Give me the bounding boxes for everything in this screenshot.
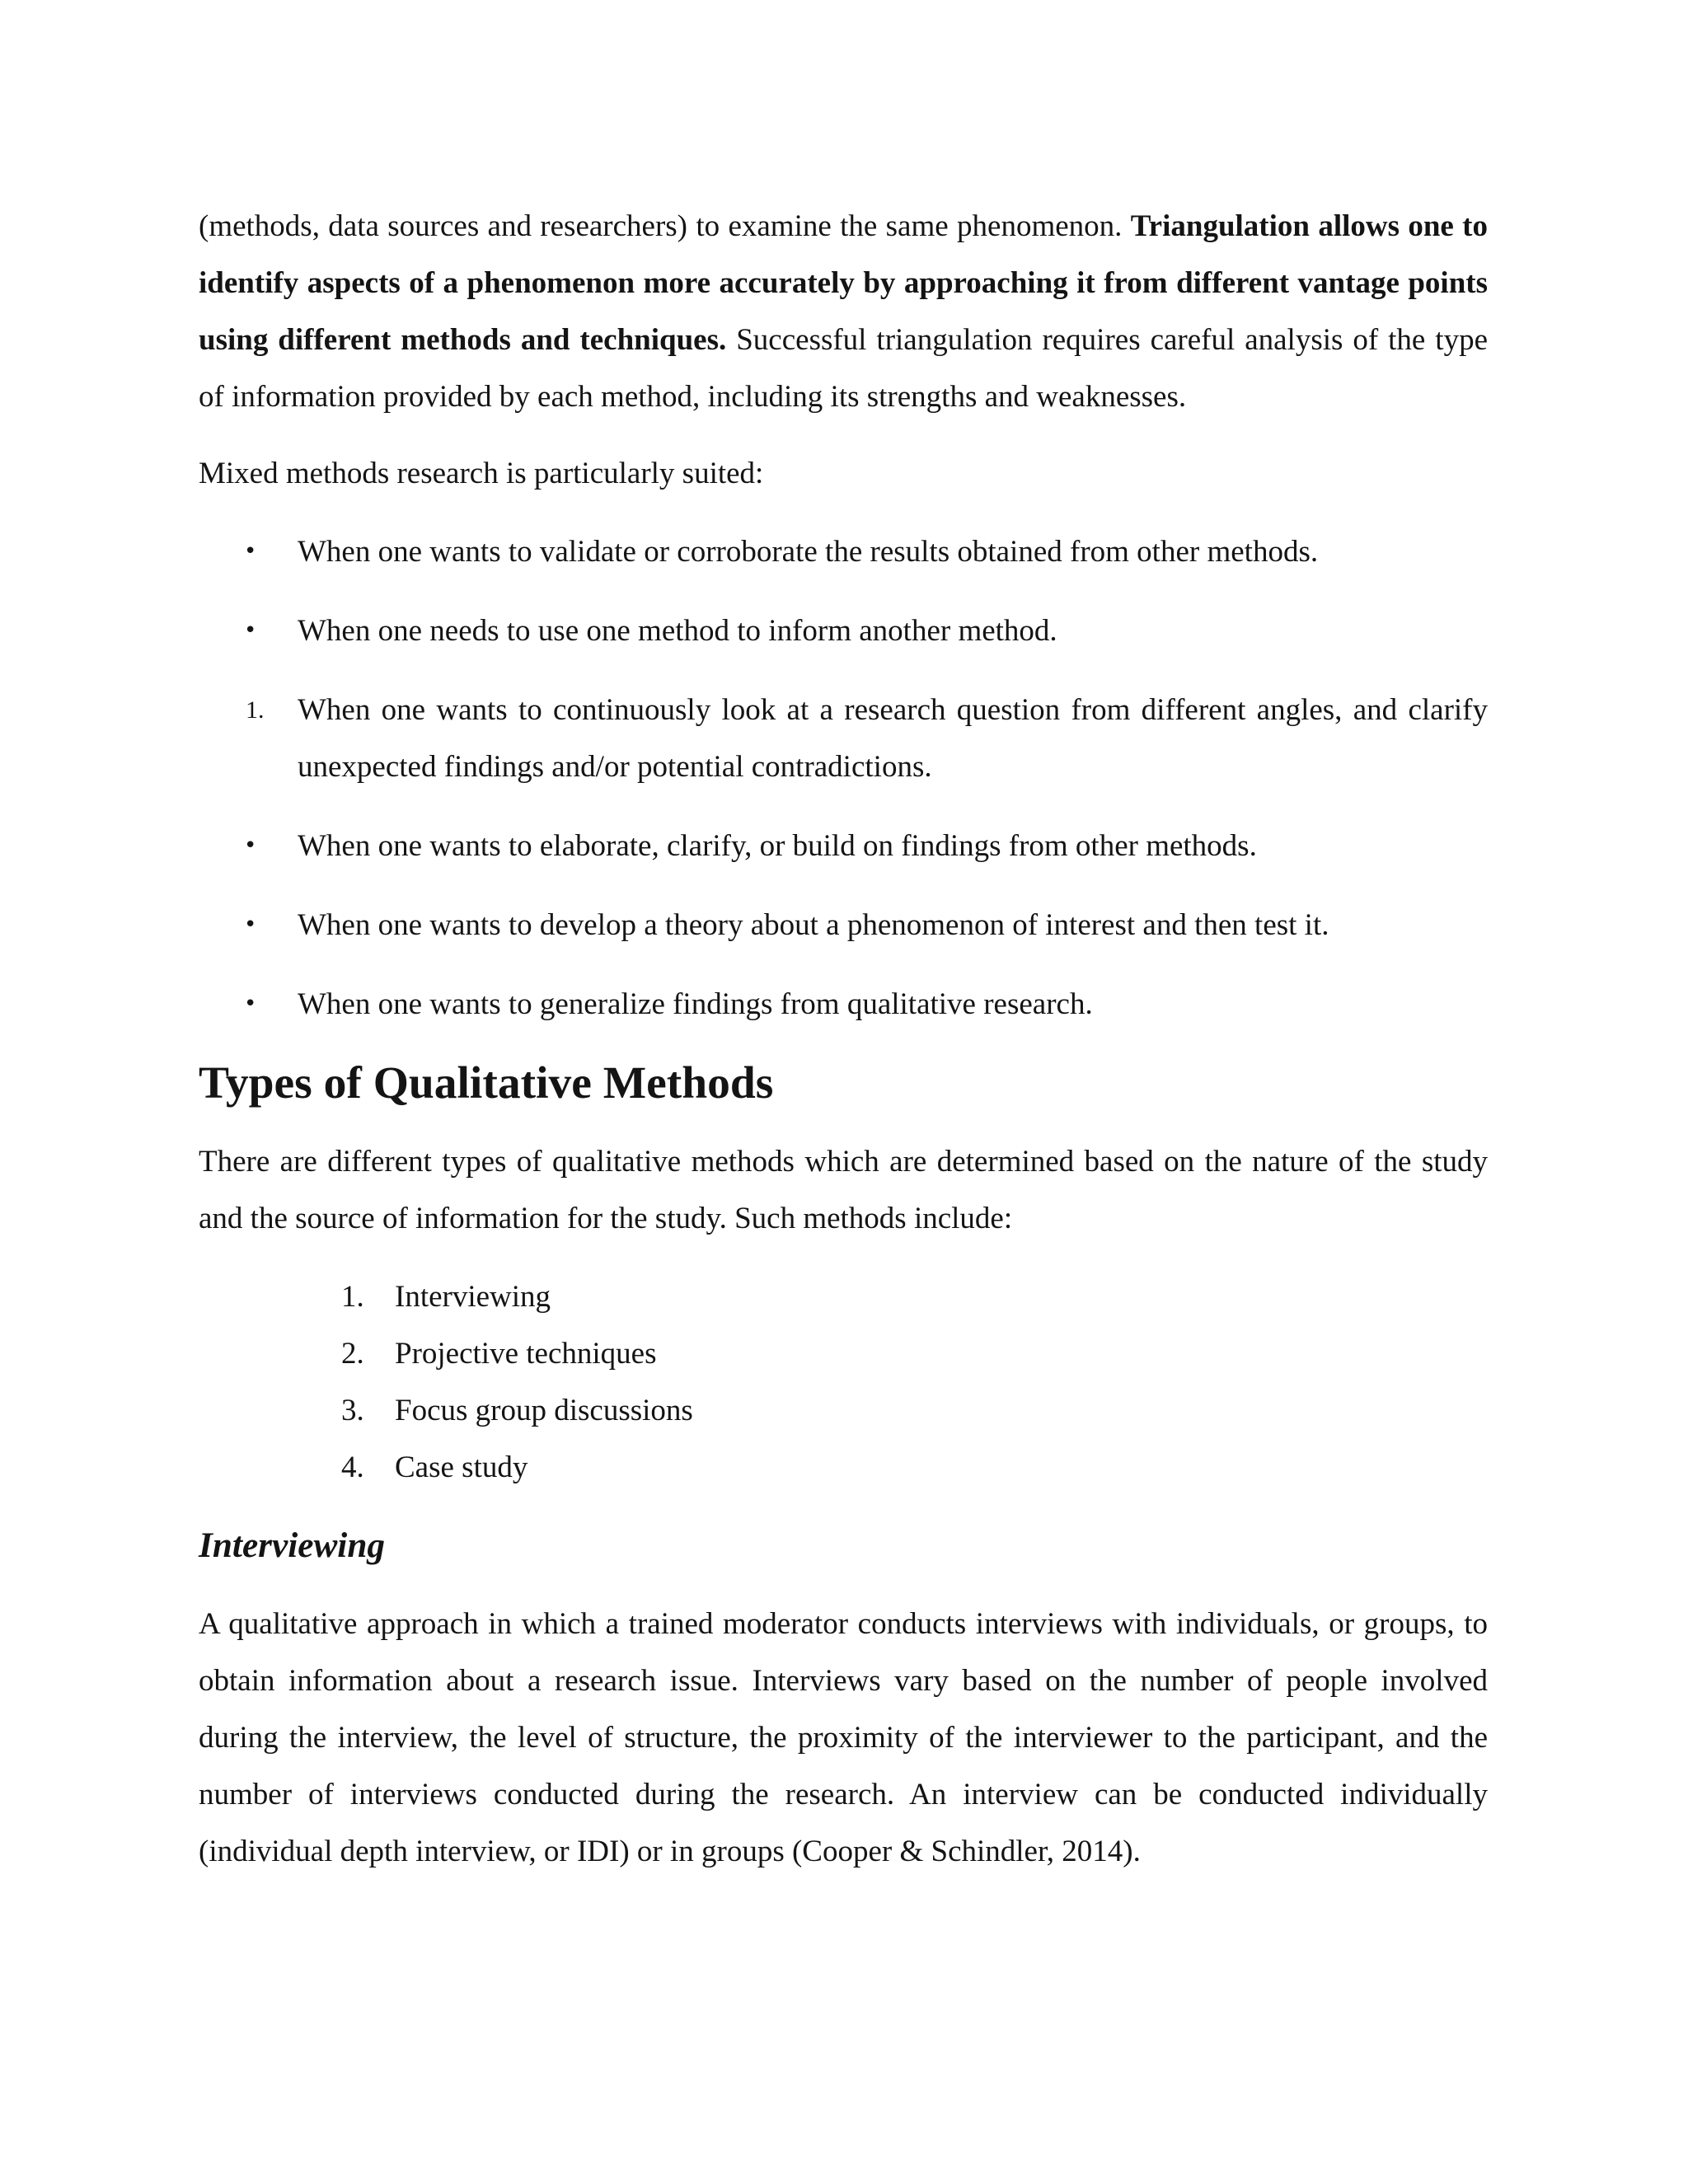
list-item-text: Projective techniques xyxy=(395,1337,657,1371)
number-marker: 4. xyxy=(341,1451,364,1484)
list-item-text: When one wants to develop a theory about a phenomenon of interest and then test it. xyxy=(298,908,1329,942)
number-marker: 2. xyxy=(341,1337,364,1371)
list-item xyxy=(199,818,1488,874)
list-item xyxy=(199,1325,1488,1382)
number-marker: 1. xyxy=(246,696,265,724)
list-item-text: When one wants to validate or corroborate the results obtained from other methods. xyxy=(298,535,1319,569)
number-marker: 3. xyxy=(341,1394,364,1427)
intro-paragraph xyxy=(199,198,1488,425)
bullet-marker: • xyxy=(244,833,257,858)
list-item xyxy=(199,602,1488,659)
bullet-marker: • xyxy=(244,539,257,564)
intro-bold-statement: Triangulation allows one to identify aspects of a phenomenon more accurately by approaching it from different vantage points using different methods and techniques. xyxy=(199,209,1488,357)
list-item-text: When one needs to use one method to inform another method. xyxy=(298,614,1057,648)
types-heading: Types of Qualitative Methods xyxy=(199,1058,774,1108)
list-item-text: When one wants to elaborate, clarify, or build on findings from other methods. xyxy=(298,829,1257,863)
list-item-text: Case study xyxy=(395,1451,528,1484)
intro-text-end: Successful triangulation requires careful analysis of the type of information provided by each method, including its strengths and weaknesses. xyxy=(199,323,1489,414)
list-item xyxy=(199,1439,1488,1496)
intro-text-start: (methods, data sources and researchers) to examine the same phenomenon. xyxy=(199,209,1131,243)
list-item xyxy=(199,1382,1488,1439)
mixed-methods-lead: Mixed methods research is particularly suited: xyxy=(199,457,764,490)
number-marker: 1. xyxy=(341,1280,364,1314)
interviewing-heading: Interviewing xyxy=(199,1526,386,1565)
types-paragraph: There are different types of qualitative methods which are determined based on the nature of the study and the source of information for the study. Such methods include: xyxy=(199,1145,1488,1235)
list-item xyxy=(199,682,1488,795)
bullet-marker: • xyxy=(244,991,257,1016)
list-item-text: Focus group discussions xyxy=(395,1394,693,1427)
bullet-marker: • xyxy=(244,618,257,643)
mixed-methods-list xyxy=(199,523,1488,1033)
types-list xyxy=(199,1268,1488,1496)
list-item xyxy=(199,523,1488,580)
list-item-text: When one wants to continuously look at a research question from different angles, and clarify unexpected findings and/or potential contradictions. xyxy=(298,693,1488,784)
interviewing-paragraph: A qualitative approach in which a trained moderator conducts interviews with individuals, or groups, to obtain information about a research issue. Interviews vary based on the number of people involved during the interview, the level of structure, the proximity of the interviewer to the participant, and the number of interviews conducted during the research. An interview can be conducted individually (individual depth interview, or IDI) or in groups (Cooper & Schindler, 2014). xyxy=(199,1607,1488,1868)
list-item-text: Interviewing xyxy=(395,1280,551,1314)
list-item xyxy=(199,897,1488,954)
document-page xyxy=(199,198,1488,1880)
list-item xyxy=(199,976,1488,1033)
list-item-text: When one wants to generalize findings from qualitative research. xyxy=(298,987,1093,1021)
bullet-marker: • xyxy=(244,912,257,937)
list-item xyxy=(199,1268,1488,1325)
